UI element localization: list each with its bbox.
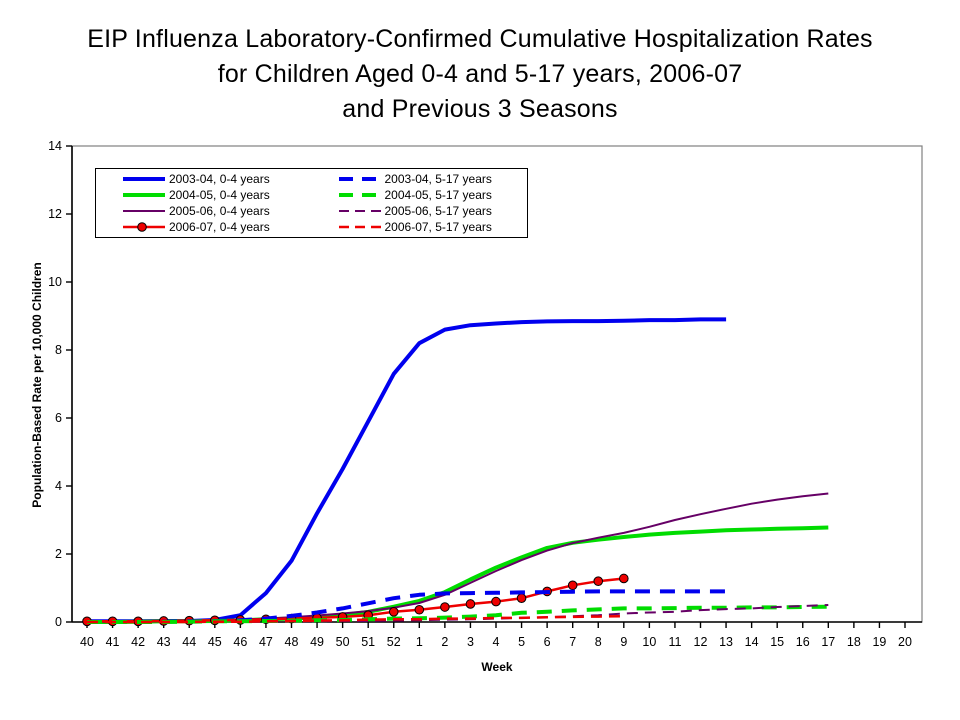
x-tick-label: 6 [543, 635, 551, 649]
legend-label: 2004-05, 0-4 years [169, 188, 270, 202]
chart-title-line-3: and Previous 3 Seasons [342, 95, 618, 123]
series-marker [466, 600, 475, 609]
x-tick-label: 45 [207, 635, 222, 649]
legend-marker [138, 223, 147, 232]
y-tick-label: 6 [55, 411, 62, 425]
legend [95, 168, 528, 238]
series-marker [415, 605, 424, 614]
legend-entry [96, 219, 312, 235]
x-tick-label: 7 [569, 635, 577, 649]
series-marker [389, 608, 398, 617]
x-tick-label: 9 [620, 635, 628, 649]
x-tick-label: 13 [719, 635, 734, 649]
x-tick-label: 20 [898, 635, 912, 649]
x-tick-label: 12 [693, 635, 708, 649]
series-marker [594, 577, 603, 586]
series-marker [517, 594, 526, 603]
x-tick-label: 16 [795, 635, 810, 649]
x-tick-label: 19 [872, 635, 887, 649]
legend-label: 2003-04, 5-17 years [384, 172, 492, 186]
x-tick-label: 42 [131, 635, 146, 649]
x-tick-label: 8 [594, 635, 602, 649]
x-tick-label: 2 [441, 635, 449, 649]
y-tick-label: 2 [55, 547, 62, 561]
x-tick-label: 51 [361, 635, 376, 649]
legend-label: 2005-06, 0-4 years [169, 204, 270, 218]
x-tick-label: 3 [466, 635, 474, 649]
legend-label: 2003-04, 0-4 years [169, 172, 270, 186]
legend-line-sample [122, 221, 166, 233]
series-line [87, 591, 726, 622]
legend-label: 2006-07, 0-4 years [169, 220, 270, 234]
series-marker [492, 597, 501, 606]
legend-entry [312, 203, 528, 219]
y-axis-title: Population-Based Rate per 10,000 Children [30, 262, 44, 508]
x-tick-label: 17 [821, 635, 836, 649]
y-tick-label: 10 [48, 275, 62, 289]
legend-label: 2006-07, 5-17 years [384, 220, 492, 234]
x-tick-label: 15 [770, 635, 785, 649]
x-tick-label: 44 [182, 635, 197, 649]
legend-line-sample [338, 205, 382, 217]
x-tick-label: 4 [492, 635, 500, 649]
legend-label: 2004-05, 5-17 years [384, 188, 492, 202]
x-tick-label: 5 [518, 635, 526, 649]
legend-entry [312, 171, 528, 187]
legend-entry [96, 171, 312, 187]
x-axis-title: Week [481, 660, 513, 674]
legend-entry [312, 219, 528, 235]
x-tick-label: 1 [415, 635, 423, 649]
x-tick-label: 18 [846, 635, 861, 649]
legend-label: 2005-06, 5-17 years [384, 204, 492, 218]
series-marker [620, 574, 629, 583]
series-line [87, 319, 726, 621]
legend-line-sample [122, 189, 166, 201]
y-tick-label: 4 [55, 479, 62, 493]
legend-line-sample [338, 189, 382, 201]
legend-entry [312, 187, 528, 203]
legend-line-sample [338, 173, 382, 185]
x-tick-label: 43 [156, 635, 171, 649]
chart-title-line-1: EIP Influenza Laboratory-Confirmed Cumulative Hospitalization Rates [87, 25, 873, 53]
x-tick-label: 47 [258, 635, 273, 649]
x-tick-label: 48 [284, 635, 299, 649]
x-tick-label: 10 [642, 635, 657, 649]
y-tick-label: 8 [55, 343, 62, 357]
x-tick-label: 40 [80, 635, 94, 649]
y-tick-label: 0 [55, 615, 62, 629]
legend-entry [96, 203, 312, 219]
y-tick-label: 12 [48, 207, 62, 221]
legend-line-sample [122, 205, 166, 217]
legend-line-sample [122, 173, 166, 185]
x-tick-label: 41 [105, 635, 120, 649]
series-marker [441, 603, 450, 612]
legend-line-sample [338, 221, 382, 233]
x-tick-label: 46 [233, 635, 248, 649]
series-marker [568, 581, 577, 590]
y-tick-label: 14 [48, 139, 62, 153]
series-line [87, 494, 828, 623]
chart-title-line-2: for Children Aged 0-4 and 5-17 years, 2006-07 [217, 60, 743, 88]
x-tick-label: 14 [744, 635, 759, 649]
legend-entry [96, 187, 312, 203]
x-tick-label: 49 [310, 635, 325, 649]
series-line [87, 579, 624, 622]
x-tick-label: 52 [386, 635, 401, 649]
x-tick-label: 11 [668, 635, 682, 649]
x-tick-label: 50 [335, 635, 350, 649]
